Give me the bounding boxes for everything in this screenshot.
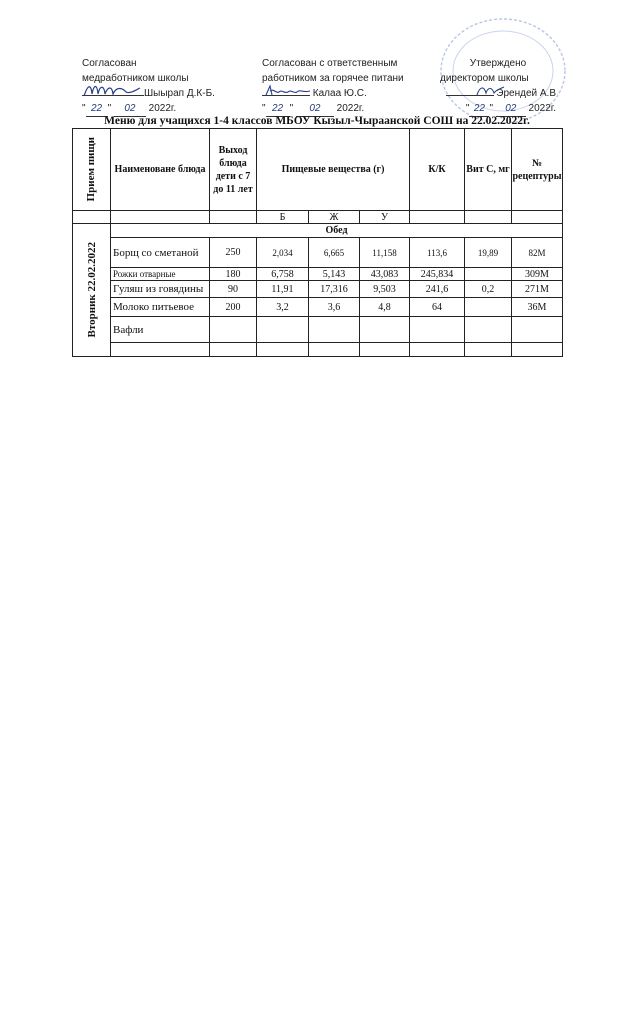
subheader-u: У bbox=[360, 211, 410, 224]
approval-medic-line1: Согласован bbox=[82, 58, 137, 69]
recipe-number bbox=[512, 317, 563, 343]
approval-medic-year: 2022г. bbox=[148, 103, 177, 114]
header-kcal: К/К bbox=[410, 129, 465, 211]
empty-row bbox=[73, 343, 563, 357]
subheader-row bbox=[73, 211, 563, 224]
dish-name: Вафли bbox=[111, 317, 210, 343]
fat: 6,665 bbox=[309, 238, 360, 268]
kcal: 113,6 bbox=[410, 238, 465, 268]
approval-hot-food-year: 2022г. bbox=[336, 103, 365, 114]
menu-title: Меню для учащихся 1-4 классов МБОУ Кызыл-Чыраанской СОШ на 22.02.2022г. bbox=[104, 115, 530, 127]
header-nutrients: Пищевые вещества (г) bbox=[257, 129, 410, 211]
subheader-b: Б bbox=[257, 211, 309, 224]
vitamin-c: 19,89 bbox=[465, 238, 512, 268]
vitamin-c bbox=[465, 268, 512, 281]
protein: 11,91 bbox=[257, 281, 309, 298]
fat: 5,143 bbox=[309, 268, 360, 281]
table-row bbox=[73, 298, 563, 317]
header-meal-label: Прием пищи bbox=[85, 137, 97, 202]
approval-medic-name: Шыырап Д.К-Б. bbox=[144, 88, 215, 99]
medic-signature bbox=[82, 82, 142, 100]
approval-medic-date: " 22 " 02 2022г. bbox=[82, 101, 215, 117]
hot-food-signature bbox=[264, 84, 314, 98]
menu-table bbox=[72, 128, 563, 357]
dish-name: Борщ со сметаной bbox=[111, 238, 210, 268]
subheader-zh: Ж bbox=[309, 211, 360, 224]
recipe-number: 309М bbox=[512, 268, 563, 281]
vitamin-c bbox=[465, 298, 512, 317]
table-row bbox=[73, 317, 563, 343]
approval-director-day: 22 bbox=[469, 101, 489, 117]
fat bbox=[309, 317, 360, 343]
dish-name: Гуляш из говядины bbox=[113, 282, 204, 295]
header-meal bbox=[73, 129, 111, 211]
fat: 17,316 bbox=[309, 281, 360, 298]
protein: 6,758 bbox=[257, 268, 309, 281]
recipe-number: 82М bbox=[512, 238, 563, 268]
day-label: Вторник 22.02.2022 bbox=[85, 242, 98, 338]
protein: 2,034 bbox=[257, 238, 309, 268]
recipe-number: 36М bbox=[512, 298, 563, 317]
dish-name-cell bbox=[111, 281, 210, 298]
approval-hot-food-name: Калаа Ю.С. bbox=[312, 88, 367, 99]
kcal: 64 bbox=[410, 298, 465, 317]
portion: 200 bbox=[210, 298, 257, 317]
section-row bbox=[73, 224, 563, 238]
header-recipe: № рецептуры bbox=[512, 129, 563, 211]
protein bbox=[257, 317, 309, 343]
header-portion: Выход блюда дети с 7 до 11 лет bbox=[210, 129, 257, 211]
header-dish: Наименоване блюда bbox=[111, 129, 210, 211]
protein: 3,2 bbox=[257, 298, 309, 317]
kcal: 245,834 bbox=[410, 268, 465, 281]
fat: 3,6 bbox=[309, 298, 360, 317]
dish-name: Молоко питьевое bbox=[111, 298, 210, 317]
header-row bbox=[73, 129, 563, 211]
approval-medic-day: 22 bbox=[86, 101, 108, 117]
approval-director-month: 02 bbox=[496, 101, 526, 117]
kcal: 241,6 bbox=[410, 281, 465, 298]
table-row bbox=[73, 281, 563, 298]
approval-hot-food-month: 02 bbox=[296, 101, 334, 117]
portion: 250 bbox=[210, 238, 257, 268]
approval-hot-food-date: " 22 " 02 2022г. bbox=[262, 101, 404, 117]
approval-hot-food-day: 22 bbox=[266, 101, 290, 117]
director-signature bbox=[474, 83, 508, 99]
carbs: 43,083 bbox=[360, 268, 410, 281]
approval-director-date: " 22 " 02 2022г. bbox=[440, 101, 556, 117]
approval-director-name: Эрендей А.В bbox=[496, 88, 556, 99]
approval-director-year: 2022г. bbox=[528, 103, 556, 114]
approval-hot-food-line1: Согласован с ответственным bbox=[262, 58, 398, 69]
dish-name: Рожки отварные bbox=[111, 268, 210, 281]
approval-medic-month: 02 bbox=[114, 101, 146, 117]
approval-director-line1: Утверждено bbox=[469, 58, 527, 69]
section-lunch: Обед bbox=[111, 224, 563, 238]
kcal bbox=[410, 317, 465, 343]
carbs: 9,503 bbox=[360, 281, 410, 298]
table-row bbox=[73, 238, 563, 268]
carbs bbox=[360, 317, 410, 343]
header-vitc: Вит С, мг bbox=[465, 129, 512, 211]
approval-medic-line2: медработником школы bbox=[82, 73, 189, 84]
vitamin-c bbox=[465, 317, 512, 343]
portion: 180 bbox=[210, 268, 257, 281]
portion bbox=[210, 317, 257, 343]
recipe-number: 271М bbox=[512, 281, 563, 298]
vitamin-c: 0,2 bbox=[465, 281, 512, 298]
carbs: 4,8 bbox=[360, 298, 410, 317]
approval-director-line2: директором школы bbox=[440, 73, 529, 84]
table-row bbox=[73, 268, 563, 281]
approval-hot-food-line2: работником за горячее питани bbox=[262, 73, 404, 84]
day-cell bbox=[73, 224, 111, 357]
portion: 90 bbox=[210, 281, 257, 298]
carbs: 11,158 bbox=[360, 238, 410, 268]
